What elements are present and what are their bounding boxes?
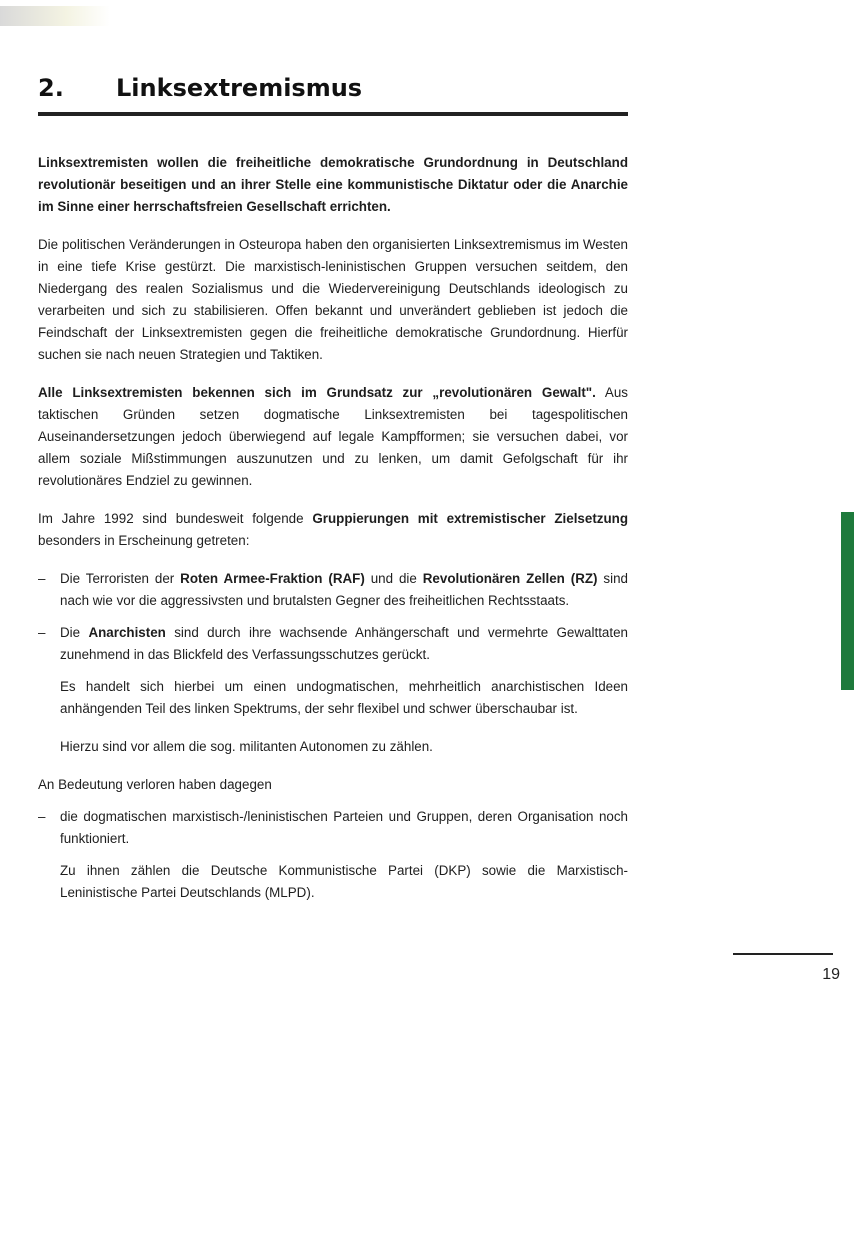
paragraph-gruppierungen-text2: besonders in Erscheinung getreten: (38, 533, 250, 548)
list-item-dogmatische: – die dogmatischen marxistisch-/leninistischen Parteien und Gruppen, deren Organisation noch funktioniert. (38, 806, 628, 850)
paragraph-gewalt (38, 382, 628, 492)
section-heading (38, 74, 628, 102)
lead-paragraph: Linksextremisten wollen die freiheitliche demokratische Grundordnung in Deutschland revolutionär beseitigen und an ihrer Stelle eine kommunistische Diktatur oder die Anarchie im Sinne einer herrschaftsfreien Gesellschaft errichten. (38, 155, 628, 214)
page-number: 19 (822, 966, 840, 983)
list-item-text: sind durch ihre wachsende Anhängerschaft und vermehrte Gewalttaten zunehmend in das Blickfeld des Verfassungsschutzes gerückt. (60, 625, 628, 662)
paragraph-gewalt-text: Aus taktischen Gründen setzen dogmatische Linksextremisten bei tagespolitischen Auseinandersetzungen jedoch überwiegend auf legale Kampfformen; sie versuchen dabei, vor allem soziale Mißstimmungen auszunutzen und zu lenken, um damit Gefolgschaft für ihr revolutionäres Endziel zu gewinnen. (38, 385, 628, 488)
list-item-text: Die Terroristen der (60, 571, 181, 586)
group-list (38, 568, 628, 666)
sub-paragraph-undogmatisch: Es handelt sich hierbei um einen undogmatischen, mehrheitlich anarchistischen Ideen anhängenden Teil des linken Spektrums, der sehr flexibel und schwer überschaubar ist. (60, 679, 628, 716)
sub-paragraph-autonome: Hierzu sind vor allem die sog. militanten Autonomen zu zählen. (60, 739, 433, 754)
list-item-raf-rz (38, 568, 628, 612)
heading-rule (38, 112, 628, 116)
party-list (38, 806, 628, 850)
list-item-bold: Revolutionären Zellen (RZ) (422, 571, 598, 586)
chapter-marker-bar (841, 512, 854, 690)
page-body (38, 152, 628, 920)
section-number: 2. (38, 74, 64, 102)
scan-artifact (0, 6, 110, 26)
sub-paragraph-dkp-mlpd: Zu ihnen zählen die Deutsche Kommunistische Partei (DKP) sowie die Marxistisch-Leninistische Partei Deutschlands (MLPD). (60, 863, 628, 900)
list-item-text: Die (60, 625, 89, 640)
list-item-bold: Roten Armee-Fraktion (RAF) (180, 571, 365, 586)
paragraph-gruppierungen-text1: Im Jahre 1992 sind bundesweit folgende (38, 511, 313, 526)
list-item-text: und die (364, 571, 423, 586)
section-title: Linksextremismus (116, 74, 363, 102)
paragraph-gewalt-bold: Alle Linksextremisten bekennen sich im Grundsatz zur „revolutionären Gewalt". (38, 385, 596, 400)
paragraph-gruppierungen-bold: Gruppierungen mit extremistischer Zielsetzung (312, 511, 629, 526)
list-item-text: sind nach wie vor die aggressivsten und brutalsten Gegner des freiheitlichen Rechtsstaats. (60, 571, 628, 608)
paragraph-bedeutung: An Bedeutung verloren haben dagegen (38, 777, 272, 792)
paragraph-osteuropa: Die politischen Veränderungen in Osteuropa haben den organisierten Linksextremismus im Westen in eine tiefe Krise gestürzt. Die marxistisch-leninistischen Gruppen versuchen seitdem, den Niedergang des realen Sozialismus und die Wiedervereinigung Deutschlands ideologisch zu verarbeiten und sich zu stabilisieren. Offen bekannt und unverändert geblieben ist jedoch die Feindschaft der Linksextremisten gegen die freiheitliche demokratische Grundordnung. Hierfür suchen sie nach neuen Strategien und Taktiken. (38, 237, 628, 362)
footer-rule (733, 953, 833, 955)
list-item-bold: Anarchisten (88, 625, 166, 640)
list-item-anarchisten (38, 622, 628, 666)
paragraph-gruppierungen (38, 508, 628, 552)
